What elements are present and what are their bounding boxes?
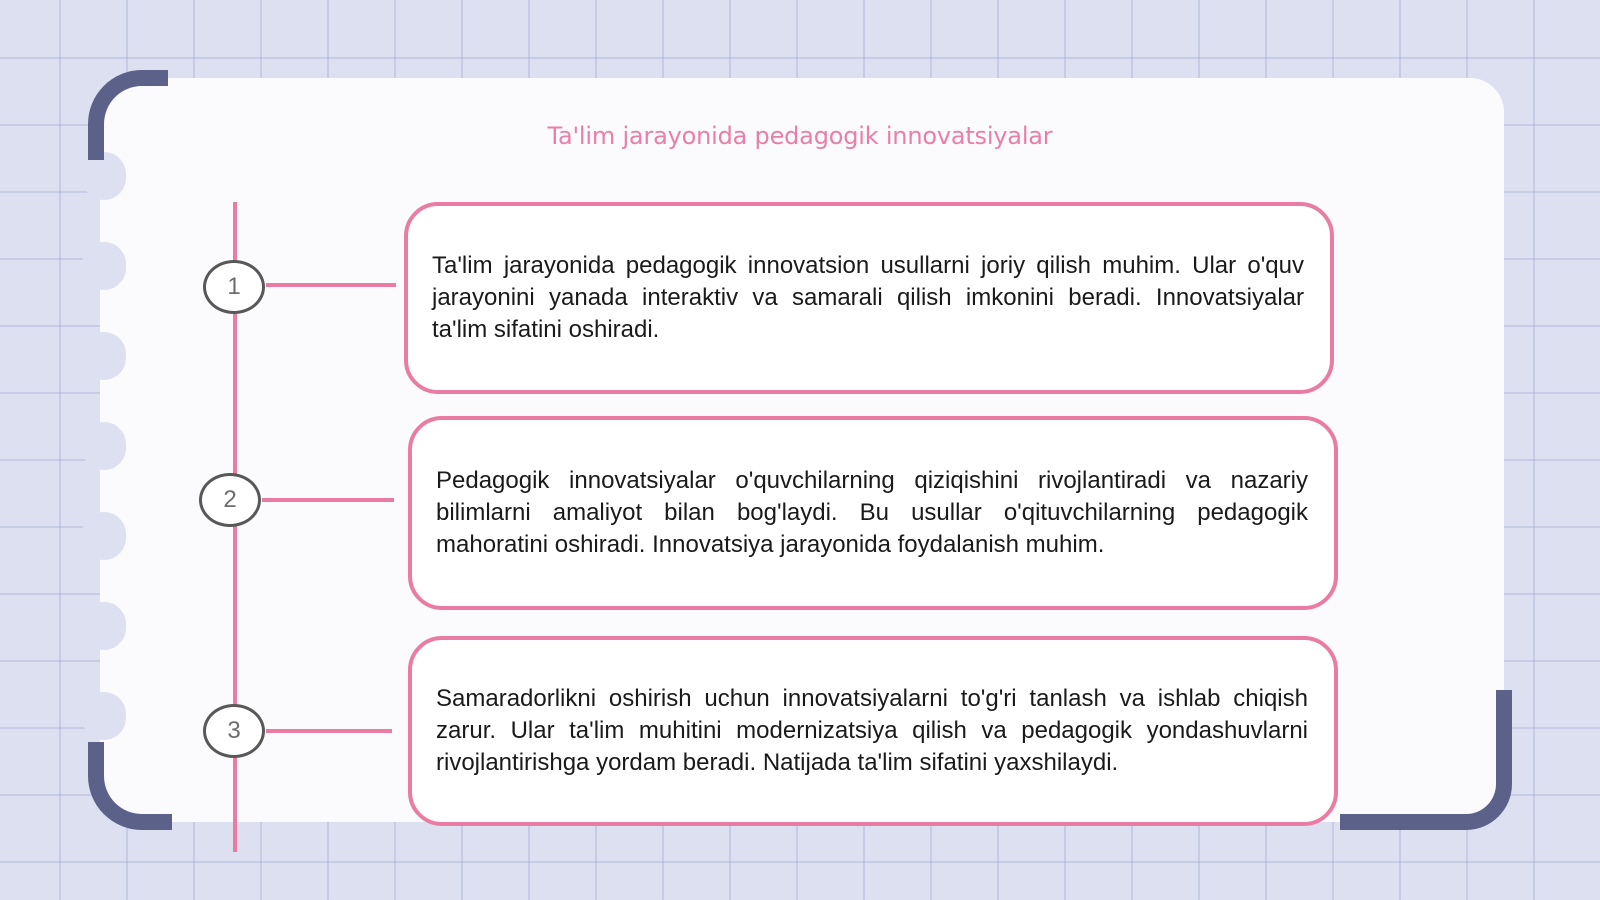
step-number-circle: 3 xyxy=(203,704,265,758)
paper-notch xyxy=(82,602,126,650)
paper-notch xyxy=(82,422,126,470)
step-text: Pedagogik innovatsiyalar o'quvchilarning qiziqishini rivojlantiradi va nazariy bilimlarni amaliyot bilan bog'laydi. Bu usullar o'qituvchilarning pedagogik mahoratini oshiradi. Innovatsiya jarayonida foydalanish muhim. xyxy=(436,467,1308,558)
frame-corner-bottom-right xyxy=(1340,690,1512,830)
step-number-circle: 1 xyxy=(203,260,265,314)
step-text-box xyxy=(404,202,1334,394)
paper-notch xyxy=(82,332,126,380)
step-connector xyxy=(262,498,394,502)
step-connector xyxy=(266,729,392,733)
step-text-box xyxy=(408,416,1338,610)
slide-title: Ta'lim jarayonida pedagogik innovatsiyalar xyxy=(547,122,1053,150)
paper-notch xyxy=(82,692,126,740)
step-connector xyxy=(266,283,396,287)
frame-corner-bottom-left xyxy=(88,742,172,830)
step-text-box xyxy=(408,636,1338,826)
step-number-circle: 2 xyxy=(199,473,261,527)
step-text: Samaradorlikni oshirish uchun innovatsiyalarni to'g'ri tanlash va ishlab chiqish zarur. Ular ta'lim muhitini modernizatsiya qilish va pedagogik yondashuvlarni rivojlantirishga yordam beradi. Natijada ta'lim sifatini yaxshilaydi. xyxy=(436,685,1308,776)
paper-notch xyxy=(82,512,126,560)
step-text: Ta'lim jarayonida pedagogik innovatsion usullarni joriy qilish muhim. Ular o'quv jarayonini yanada interaktiv va samarali qilish imkonini beradi. Innovatsiyalar ta'lim sifatini oshiradi. xyxy=(432,252,1304,343)
paper-notch xyxy=(82,242,126,290)
